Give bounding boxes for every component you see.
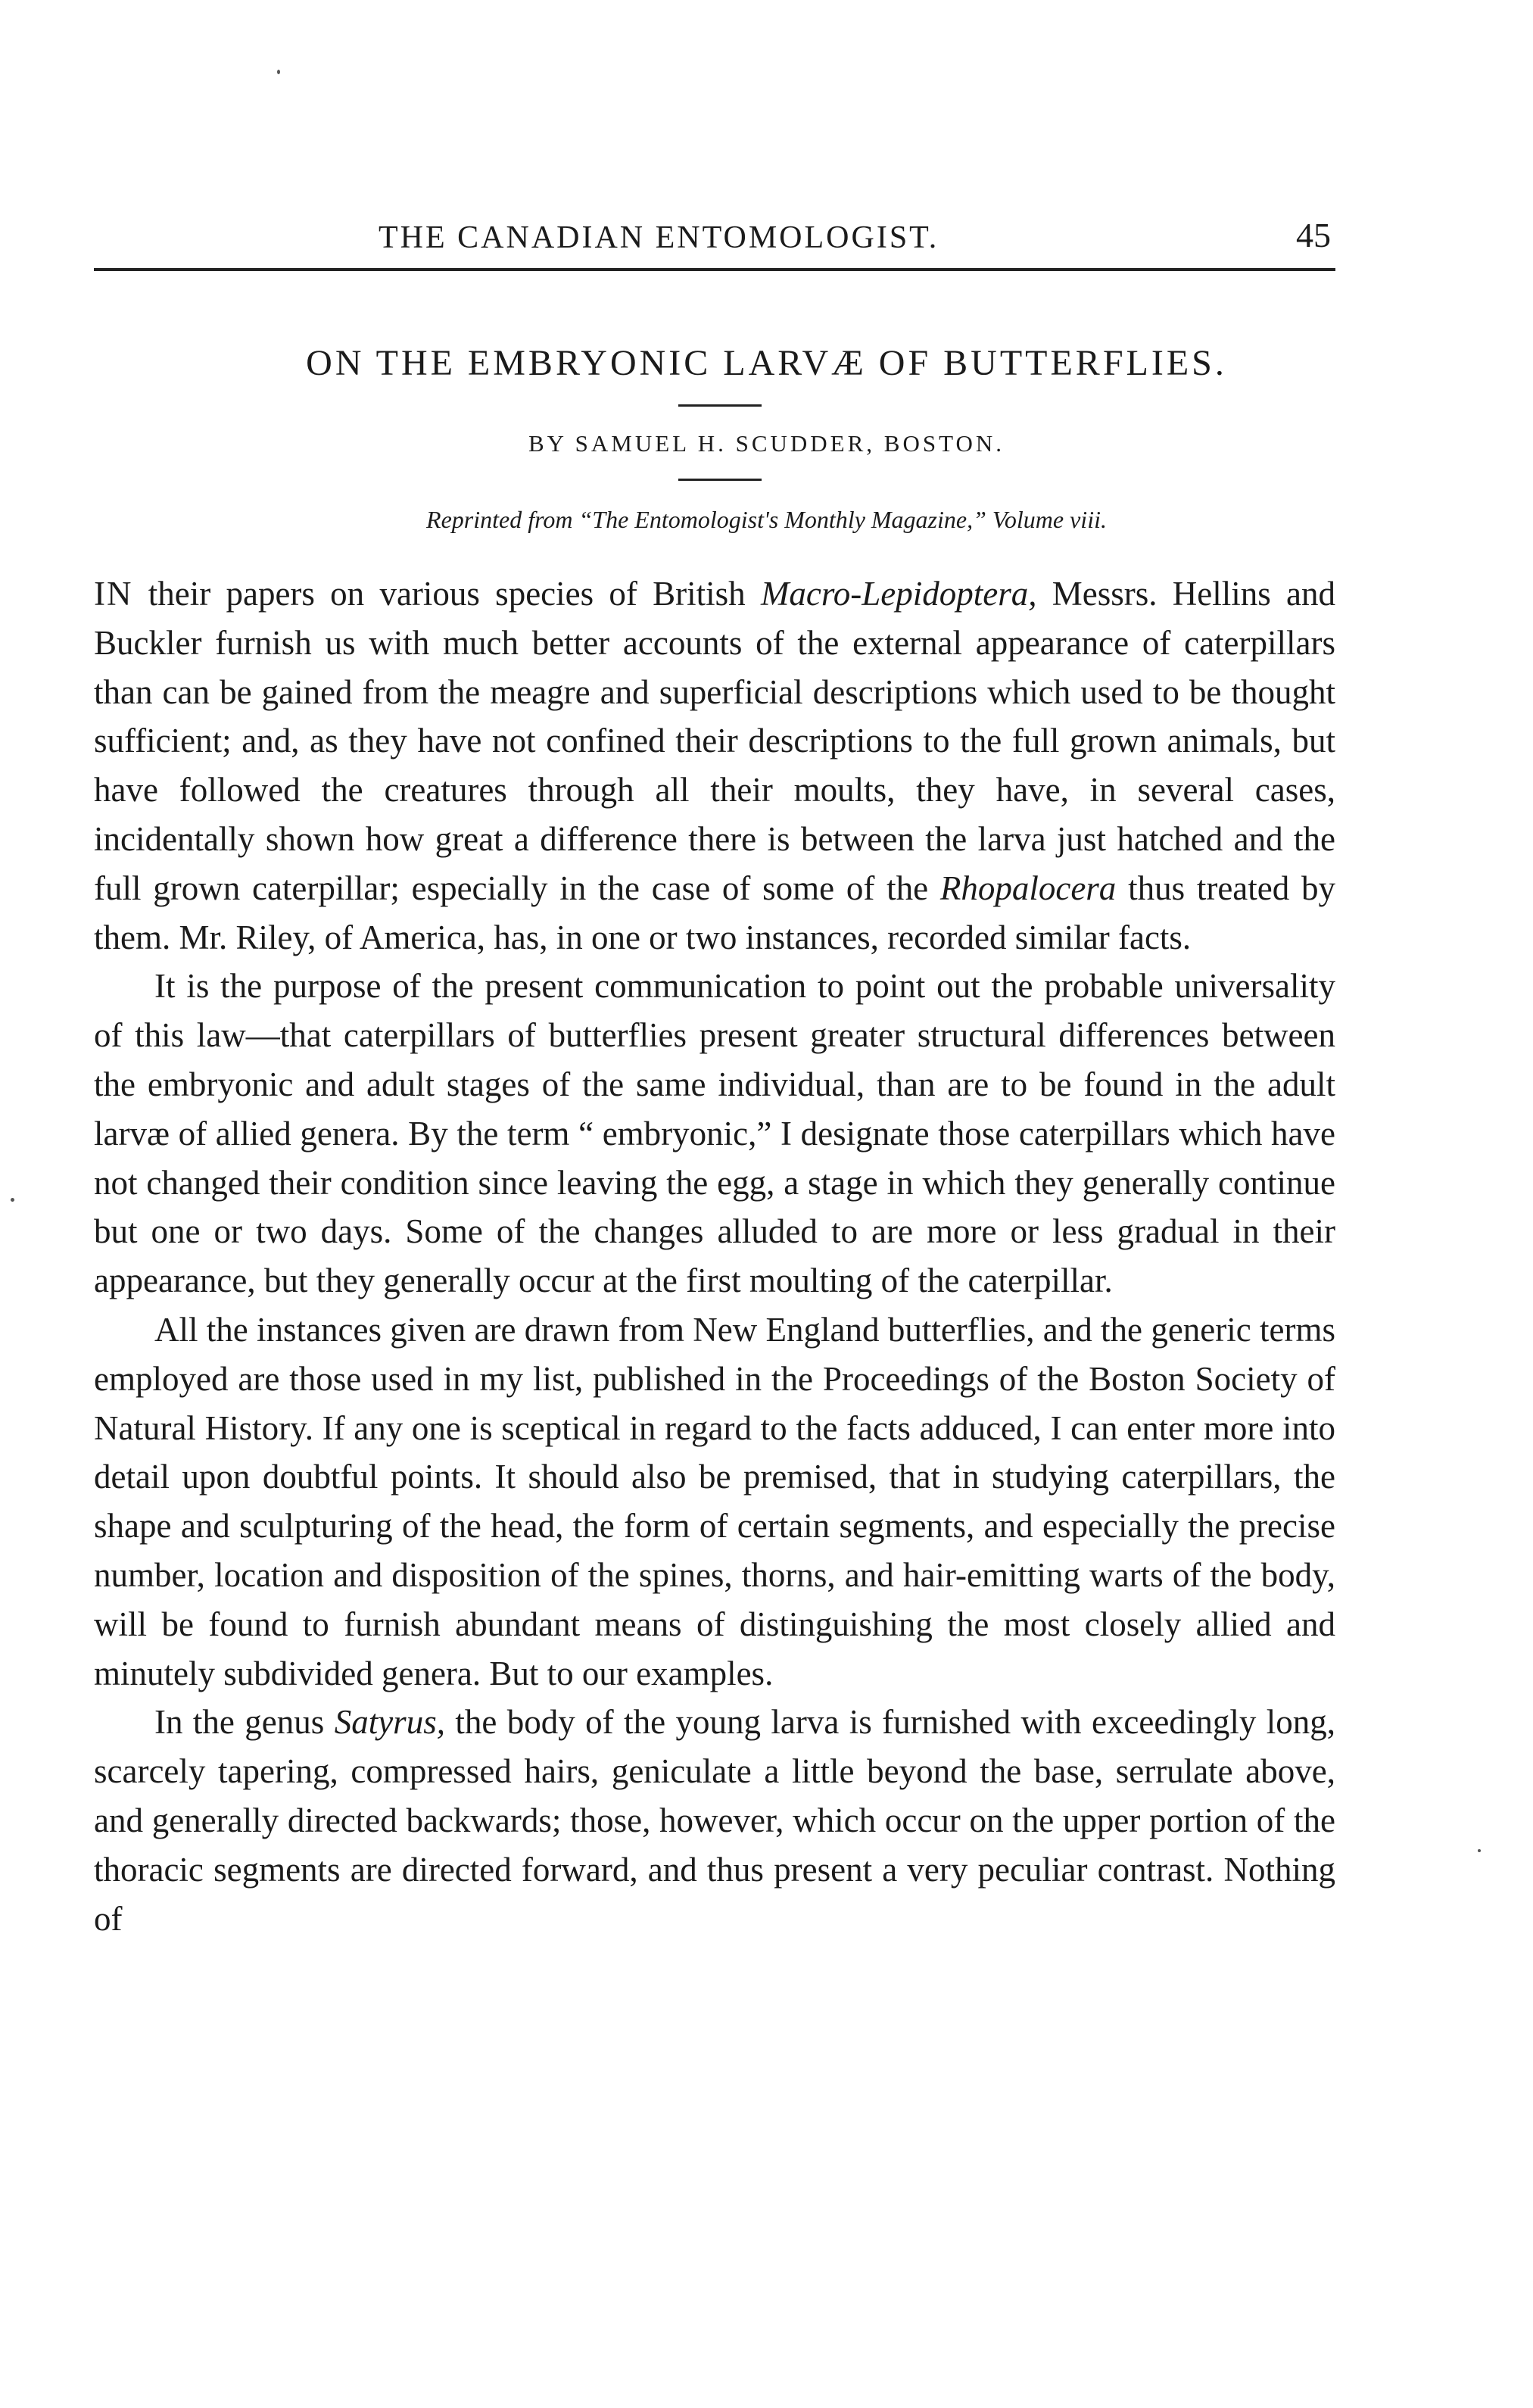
print-speck xyxy=(277,70,280,74)
reprint-volume: Volume viii. xyxy=(986,506,1107,533)
reprint-prefix: Reprinted from xyxy=(426,506,579,533)
print-speck xyxy=(11,1198,14,1202)
reprint-source: “The Entomologist's Monthly Magazine,” xyxy=(578,506,986,533)
paragraph-2: It is the purpose of the present communication to point out the probable universality of this law—that caterpillars of butterflies present greater structural differences between the embryonic and adult stages of the same individual, than are to be found in the adult larvæ of allied genera. By the term “ embryonic,” I designate those caterpillars which have not changed their condition since leaving the egg, a stage in which they generally continue but one or two days. Some of the changes alluded to are more or less gradual in their appearance, but they generally occur at the first moulting of the caterpillar. xyxy=(94,967,1335,1300)
paragraph-3: All the instances given are drawn from New England butterflies, and the generic terms employed are those used in my list, published in the Proceedings of the Boston Society of Natural History. If any one is sceptical in regard to the facts adduced, I can enter more into detail upon doubtful points. It should also be premised, that in studying caterpillars, the shape and sculpturing of the head, the form of certain segments, and especially the precise number, location and disposition of the spines, thorns, and hair-emitting warts of the body, will be found to furnish abundant means of distinguishing the most closely allied and minutely subdivided genera. But to our examples. xyxy=(94,1310,1335,1692)
taxon-name: Satyrus, xyxy=(334,1703,445,1742)
taxon-name: Macro-Lepidoptera, xyxy=(760,575,1037,613)
article-title: ON THE EMBRYONIC LARVÆ OF BUTTERFLIES. xyxy=(306,343,1227,383)
paragraph-text: Messrs. Hellins and Buckler furnish us with much better accounts of the external appearance of caterpillars than can be gained from the meagre and superficial descriptions which used to be thought sufficient; and, as they have not confined their descriptions to the full grown animals, but have followed the creatures through all their moults, they have, in several cases, incidentally shown how great a difference there is between the larva just hatched and the full grown caterpillar; especially in the case of some of the xyxy=(94,575,1335,907)
paragraph-text: the body of the young larva is furnished with exceedingly long, scarcely tapering, compressed hairs, geniculate a little beyond the base, serrulate above, and generally directed backwards; those, however, which occur on the upper portion of the thoracic segments are directed forward, and thus present a very peculiar contrast. Nothing of xyxy=(94,1703,1336,1938)
title-divider xyxy=(678,404,762,407)
article-body xyxy=(94,569,1335,1943)
paragraph-text: thus treated by them. Mr. Riley, of America, has, in one or two instances, recorded similar facts. xyxy=(94,869,1335,956)
taxon-name: Rhopalocera xyxy=(939,869,1117,907)
running-head: THE CANADIAN ENTOMOLOGIST. xyxy=(379,220,939,255)
paragraph-text: In the genus xyxy=(154,1703,335,1742)
opening-word: IN xyxy=(94,575,133,613)
byline: BY SAMUEL H. SCUDDER, BOSTON. xyxy=(528,430,1005,457)
paragraph-4 xyxy=(94,1698,1335,1943)
print-speck xyxy=(1478,1849,1481,1852)
byline-divider xyxy=(678,479,762,481)
paragraph-text: their papers on various species of British xyxy=(132,575,761,613)
paragraph-1 xyxy=(94,569,1335,962)
header-rule xyxy=(94,268,1335,271)
reprint-note xyxy=(0,506,1533,534)
page-number: 45 xyxy=(1296,216,1331,254)
